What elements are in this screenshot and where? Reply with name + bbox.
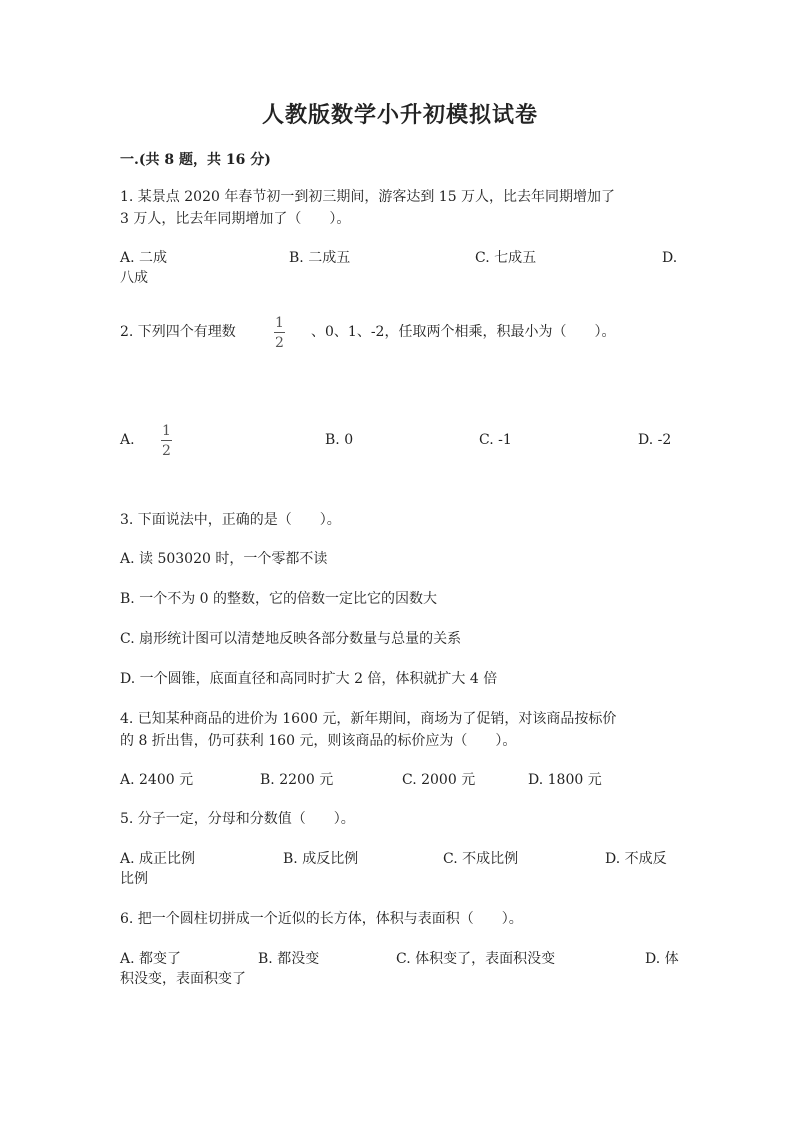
section-heading: 一.(共 8 题，共 16 分) xyxy=(120,152,271,168)
fraction-denominator: 2 xyxy=(275,335,284,351)
question-4-option-c[interactable]: C. 2000 元 xyxy=(402,772,476,788)
question-2-stem-suffix: 、0、1、-2，任取两个相乘，积最小为（ ）。 xyxy=(311,324,616,340)
question-2-option-a-fraction xyxy=(161,423,172,459)
question-5-option-d-wrap: 比例 xyxy=(120,871,148,887)
question-4-option-b[interactable]: B. 2200 元 xyxy=(260,772,334,788)
question-1-option-c[interactable]: C. 七成五 xyxy=(475,250,537,266)
question-6-option-a[interactable]: A. 都变了 xyxy=(120,951,182,967)
question-5-option-c[interactable]: C. 不成比例 xyxy=(443,851,519,867)
question-1-option-b[interactable]: B. 二成五 xyxy=(289,250,351,266)
question-2-option-a[interactable]: A. xyxy=(120,432,135,448)
page-title: 人教版数学小升初模拟试卷 xyxy=(261,102,538,128)
question-1-stem-line2: 3 万人，比去年同期增加了（ ）。 xyxy=(120,211,351,227)
question-2-option-c[interactable]: C. -1 xyxy=(479,432,512,448)
question-4-option-a[interactable]: A. 2400 元 xyxy=(120,772,194,788)
question-3-option-b[interactable]: B. 一个不为 0 的整数，它的倍数一定比它的因数大 xyxy=(120,591,437,607)
question-5-option-d[interactable]: D. 不成反 xyxy=(605,851,667,867)
fraction-denominator: 2 xyxy=(162,443,171,459)
fraction-numerator: 1 xyxy=(275,315,284,331)
question-5-option-b[interactable]: B. 成反比例 xyxy=(283,851,359,867)
question-5-option-a[interactable]: A. 成正比例 xyxy=(120,851,196,867)
question-1-stem-line1: 1. 某景点 2020 年春节初一到初三期间，游客达到 15 万人，比去年同期增加了 xyxy=(120,189,616,205)
question-6-option-b[interactable]: B. 都没变 xyxy=(258,951,320,967)
question-4-stem-line1: 4. 已知某种商品的进价为 1600 元，新年期间，商场为了促销，对该商品按标价 xyxy=(120,711,617,727)
question-2-option-b[interactable]: B. 0 xyxy=(325,432,354,448)
question-5-stem: 5. 分子一定，分母和分数值（ ）。 xyxy=(120,811,355,827)
question-2-stem-prefix: 2. 下列四个有理数 xyxy=(120,324,236,340)
question-6-option-c[interactable]: C. 体积变了，表面积没变 xyxy=(396,951,556,967)
question-2-fraction xyxy=(274,315,285,351)
question-3-option-d[interactable]: D. 一个圆锥，底面直径和高同时扩大 2 倍，体积就扩大 4 倍 xyxy=(120,671,498,687)
question-3-option-a[interactable]: A. 读 503020 时，一个零都不读 xyxy=(120,551,328,567)
question-1-option-a[interactable]: A. 二成 xyxy=(120,250,168,266)
question-3-stem: 3. 下面说法中，正确的是（ ）。 xyxy=(120,512,341,528)
question-2-option-d[interactable]: D. -2 xyxy=(638,432,672,448)
question-4-option-d[interactable]: D. 1800 元 xyxy=(528,772,602,788)
fraction-bar xyxy=(161,440,172,441)
fraction-bar xyxy=(274,332,285,333)
question-6-option-d[interactable]: D. 体 xyxy=(645,951,679,967)
question-4-stem-line2: 的 8 折出售，仍可获利 160 元，则该商品的标价应为（ ）。 xyxy=(120,733,517,749)
question-6-stem: 6. 把一个圆柱切拼成一个近似的长方体，体积与表面积（ ）。 xyxy=(120,911,523,927)
fraction-numerator: 1 xyxy=(162,423,171,439)
question-1-option-d-wrap: 八成 xyxy=(120,270,148,286)
question-3-option-c[interactable]: C. 扇形统计图可以清楚地反映各部分数量与总量的关系 xyxy=(120,631,462,647)
question-6-option-d-wrap: 积没变，表面积变了 xyxy=(120,971,246,987)
question-1-option-d[interactable]: D. xyxy=(662,250,678,266)
